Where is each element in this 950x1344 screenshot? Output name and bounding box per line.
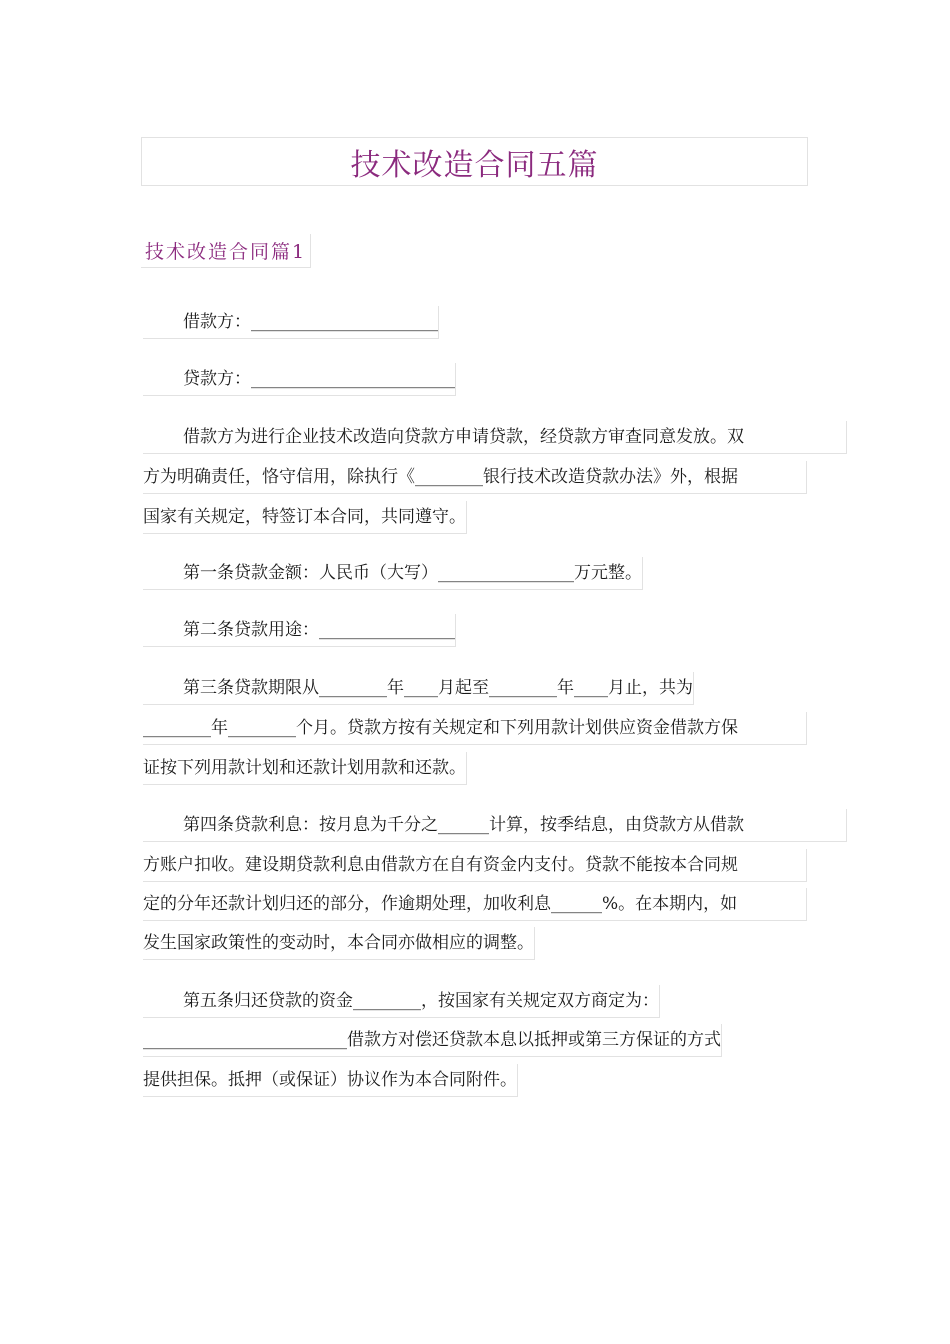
section-heading: 技术改造合同篇1 (141, 234, 311, 268)
article-3-line-3: 证按下列用款计划和还款计划用款和还款。 (143, 752, 467, 785)
intro-line-3: 国家有关规定，特签订本合同，共同遵守。 (143, 501, 467, 534)
article-3-line-1: 第三条贷款期限从________年____月起至________年____月止，共为 (143, 672, 694, 705)
article-5-line-2: ________________________借款方对偿还贷款本息以抵押或第三方保证的方式 (143, 1024, 722, 1057)
intro-line-1: 借款方为进行企业技术改造向贷款方申请贷款，经贷款方审查同意发放。双 (143, 421, 847, 454)
article-4-line-1: 第四条贷款利息：按月息为千分之______计算，按季结息，由贷款方从借款 (143, 809, 847, 842)
article-3-line-2: ________年________个月。贷款方按有关规定和下列用款计划供应资金借款方保 (143, 712, 807, 745)
lender-line: 贷款方：________________________ (143, 363, 456, 396)
document-title-box (141, 137, 808, 186)
article-1-line: 第一条贷款金额：人民币（大写）________________万元整。 (143, 557, 643, 590)
borrower-line: 借款方：______________________ (143, 306, 439, 339)
article-4-line-3: 定的分年还款计划归还的部分，作逾期处理，加收利息______%。在本期内，如 (143, 888, 807, 921)
article-4-line-4: 发生国家政策性的变动时，本合同亦做相应的调整。 (143, 927, 535, 960)
intro-line-2: 方为明确责任，恪守信用，除执行《________银行技术改造贷款办法》外，根据 (143, 461, 807, 494)
article-4-line-2: 方账户扣收。建设期贷款利息由借款方在自有资金内支付。贷款不能按本合同规 (143, 849, 807, 882)
article-2-line: 第二条贷款用途：________________ (143, 614, 456, 647)
document-title: 技术改造合同五篇 (350, 147, 599, 183)
article-5-line-3: 提供担保。抵押（或保证）协议作为本合同附件。 (143, 1064, 518, 1097)
article-5-line-1: 第五条归还贷款的资金________，按国家有关规定双方商定为： (143, 985, 660, 1018)
